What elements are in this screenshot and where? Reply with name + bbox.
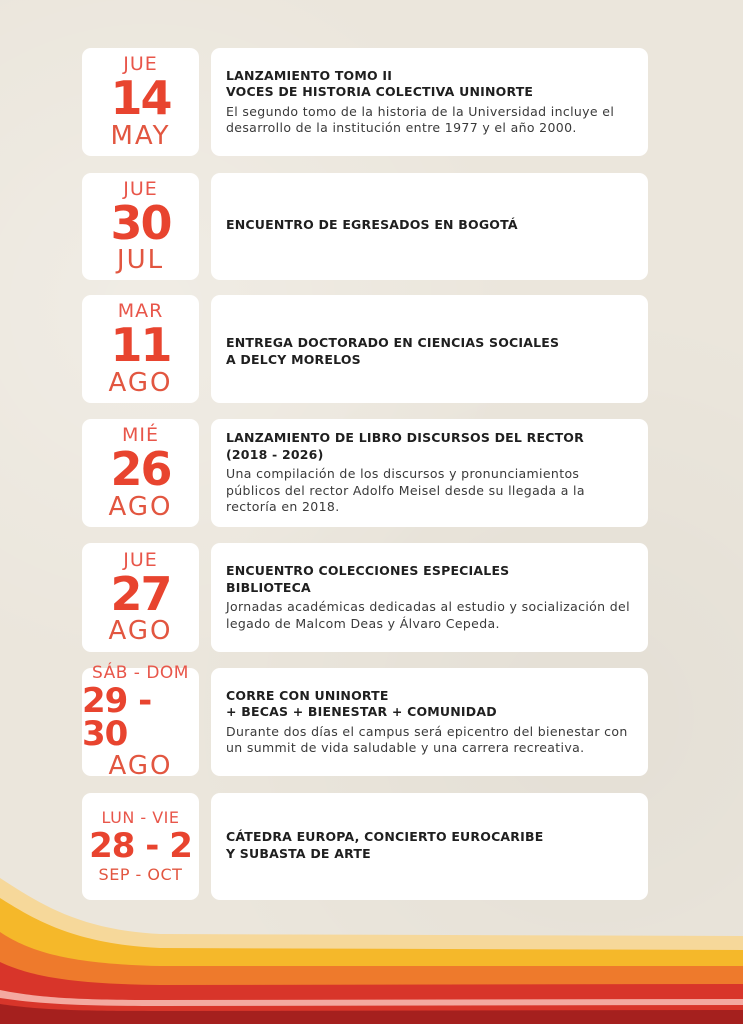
event-description: El segundo tomo de la historia de la Universidad incluye el desarrollo de la institución entre 1977 y el año 2000. xyxy=(226,103,615,135)
event-title: ENCUENTRO DE EGRESADOS EN BOGOTÁ xyxy=(226,217,518,232)
event-date xyxy=(82,419,199,527)
event-description: Jornadas académicas dedicadas al estudio y socialización del legado de Malcom Deas y Álvaro Cepeda. xyxy=(226,599,630,631)
event-row xyxy=(82,543,648,652)
event-title: LANZAMIENTO TOMO II VOCES DE HISTORIA COLECTIVA UNINORTE xyxy=(226,67,534,99)
event-title: ENCUENTRO COLECCIONES ESPECIALES BIBLIOTECA xyxy=(226,563,510,595)
event-month: AGO xyxy=(108,616,173,647)
event-day-number: 29 - 30 xyxy=(82,681,152,754)
event-weekday: JUE xyxy=(123,53,158,76)
event-day-number: 27 xyxy=(110,566,171,621)
event-date xyxy=(82,543,199,652)
event-card xyxy=(211,48,648,156)
event-row xyxy=(82,173,648,280)
event-row xyxy=(82,295,648,403)
event-card xyxy=(211,173,648,280)
event-month: SEP - OCT xyxy=(98,864,183,884)
event-weekday: SÁB - DOM xyxy=(92,663,189,684)
event-row xyxy=(82,48,648,156)
event-weekday: MIÉ xyxy=(121,424,159,447)
event-title: CÁTEDRA EUROPA, CONCIERTO EUROCARIBE Y SUBASTA DE ARTE xyxy=(226,829,544,861)
event-month: AGO xyxy=(108,491,173,522)
event-card xyxy=(211,295,648,403)
event-row xyxy=(82,663,648,781)
event-title: LANZAMIENTO DE LIBRO DISCURSOS DEL RECTOR (2018 - 2026) xyxy=(226,430,584,462)
event-month: AGO xyxy=(108,367,173,398)
event-card xyxy=(211,543,648,652)
event-day-number: 28 - 2 xyxy=(89,826,192,867)
event-month: JUL xyxy=(116,245,165,276)
event-weekday: MAR xyxy=(117,300,164,323)
event-description: Durante dos días el campus será epicentro del bienestar con un summit de vida saludable y una carrera recreativa. xyxy=(226,723,628,755)
event-date xyxy=(82,173,199,280)
event-row xyxy=(82,419,648,527)
event-title: CORRE CON UNINORTE + BECAS + BIENESTAR + COMUNIDAD xyxy=(226,687,497,719)
event-date xyxy=(82,663,199,781)
event-card xyxy=(211,419,648,527)
event-month: MAY xyxy=(110,120,171,151)
event-day-number: 14 xyxy=(110,71,171,126)
event-card xyxy=(211,668,648,776)
event-description: Una compilación de los discursos y pronunciamientos públicos del rector Adolfo Meisel desde su llegada a la rectoría en 2018. xyxy=(226,466,585,515)
event-day-number: 11 xyxy=(110,318,171,373)
event-title: ENTREGA DOCTORADO EN CIENCIAS SOCIALES A DELCY MORELOS xyxy=(226,335,560,367)
event-day-number: 30 xyxy=(110,195,171,250)
event-weekday: LUN - VIE xyxy=(101,808,180,828)
decorative-waves xyxy=(0,864,743,1024)
event-day-number: 26 xyxy=(110,442,171,497)
event-weekday: JUE xyxy=(123,177,158,200)
event-month: AGO xyxy=(108,750,173,781)
event-date xyxy=(82,48,199,156)
event-date xyxy=(82,295,199,403)
event-weekday: JUE xyxy=(123,548,158,571)
